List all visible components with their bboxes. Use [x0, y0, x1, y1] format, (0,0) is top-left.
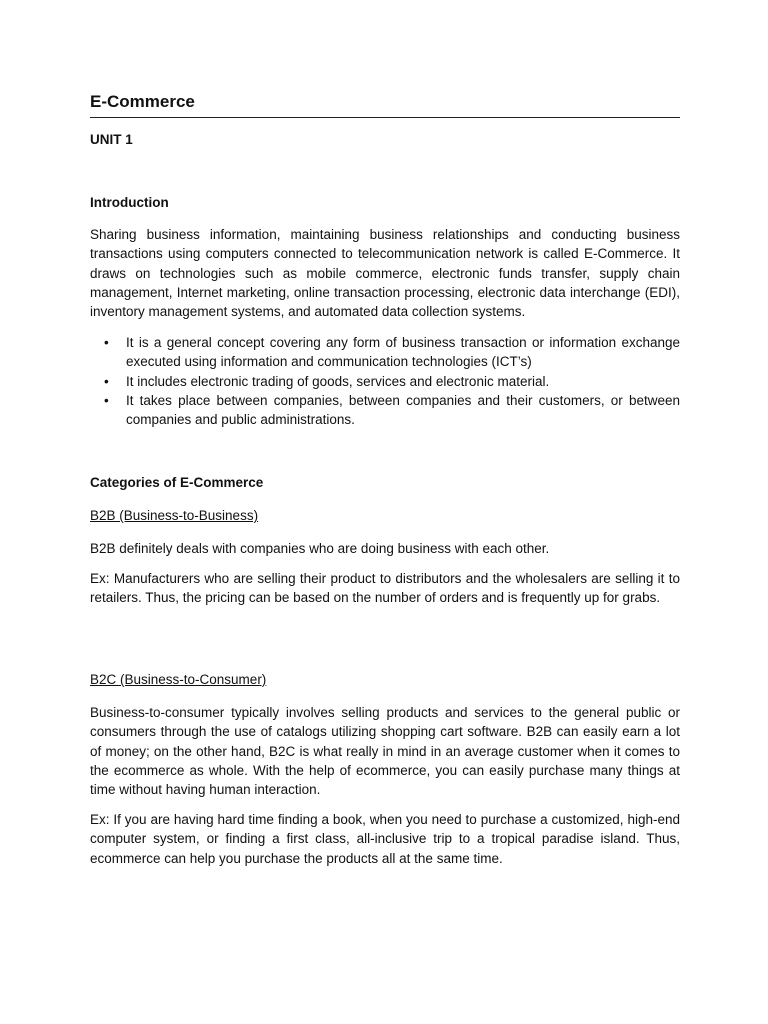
- unit-label: UNIT 1: [90, 132, 133, 147]
- bullet-glyph: •: [104, 392, 109, 408]
- bullet-item: [90, 391, 680, 430]
- categories-heading: Categories of E-Commerce: [90, 475, 264, 490]
- bullet-glyph: •: [104, 335, 109, 350]
- b2c-heading: B2C (Business-to-Consumer): [90, 672, 267, 687]
- introduction-heading: Introduction: [90, 195, 169, 210]
- b2b-paragraph-example: Ex: Manufacturers who are selling their product to distributors and the wholesalers are selling it to retailers. Thus, the pricing can be based on the number of orders and is frequently up for grabs.: [90, 571, 680, 606]
- document-title: E-Commerce: [90, 92, 195, 111]
- bullet-glyph: •: [104, 373, 109, 389]
- b2b-paragraph-definition: B2B definitely deals with companies who are doing business with each other.: [90, 541, 550, 556]
- bullet-item: [90, 333, 680, 372]
- bullet-item: [90, 372, 680, 391]
- introduction-paragraph: Sharing business information, maintaining business relationships and conducting business transactions using computers connected to telecommunication network is called E-Commerce. It draws on technologies such as mobile commerce, electronic funds transfer, supply chain management, Internet marketing, online transaction processing, electronic data interchange (EDI), inventory management systems, and automated data collection systems.: [90, 227, 680, 320]
- title-underline-rule: [90, 117, 680, 118]
- bullet-text: It takes place between companies, between companies and their customers, or between companies and public administrations.: [126, 392, 680, 428]
- introduction-bullet-list: [90, 333, 680, 429]
- bullet-text: It includes electronic trading of goods, services and electronic material.: [126, 373, 550, 389]
- b2c-paragraph-definition: Business-to-consumer typically involves selling products and services to the general public or consumers through the use of catalogs utilizing shopping cart software. B2B can easily earn a lot of money; on the other hand, B2C is what really in mind in an average customer when it comes to the ecommerce as whole. With the help of ecommerce, you can easily purchase many things at time without having human interaction.: [90, 705, 680, 798]
- b2c-paragraph-example: Ex: If you are having hard time finding a book, when you need to purchase a customized, high-end computer system, or finding a first class, all-inclusive trip to a tropical paradise island. Thus, ecommerce can help you purchase the products all at the same time.: [90, 812, 680, 866]
- bullet-text: It is a general concept covering any form of business transaction or information exchange executed using information and communication technologies (ICT’s): [126, 335, 680, 370]
- b2b-heading: B2B (Business-to-Business): [90, 508, 259, 523]
